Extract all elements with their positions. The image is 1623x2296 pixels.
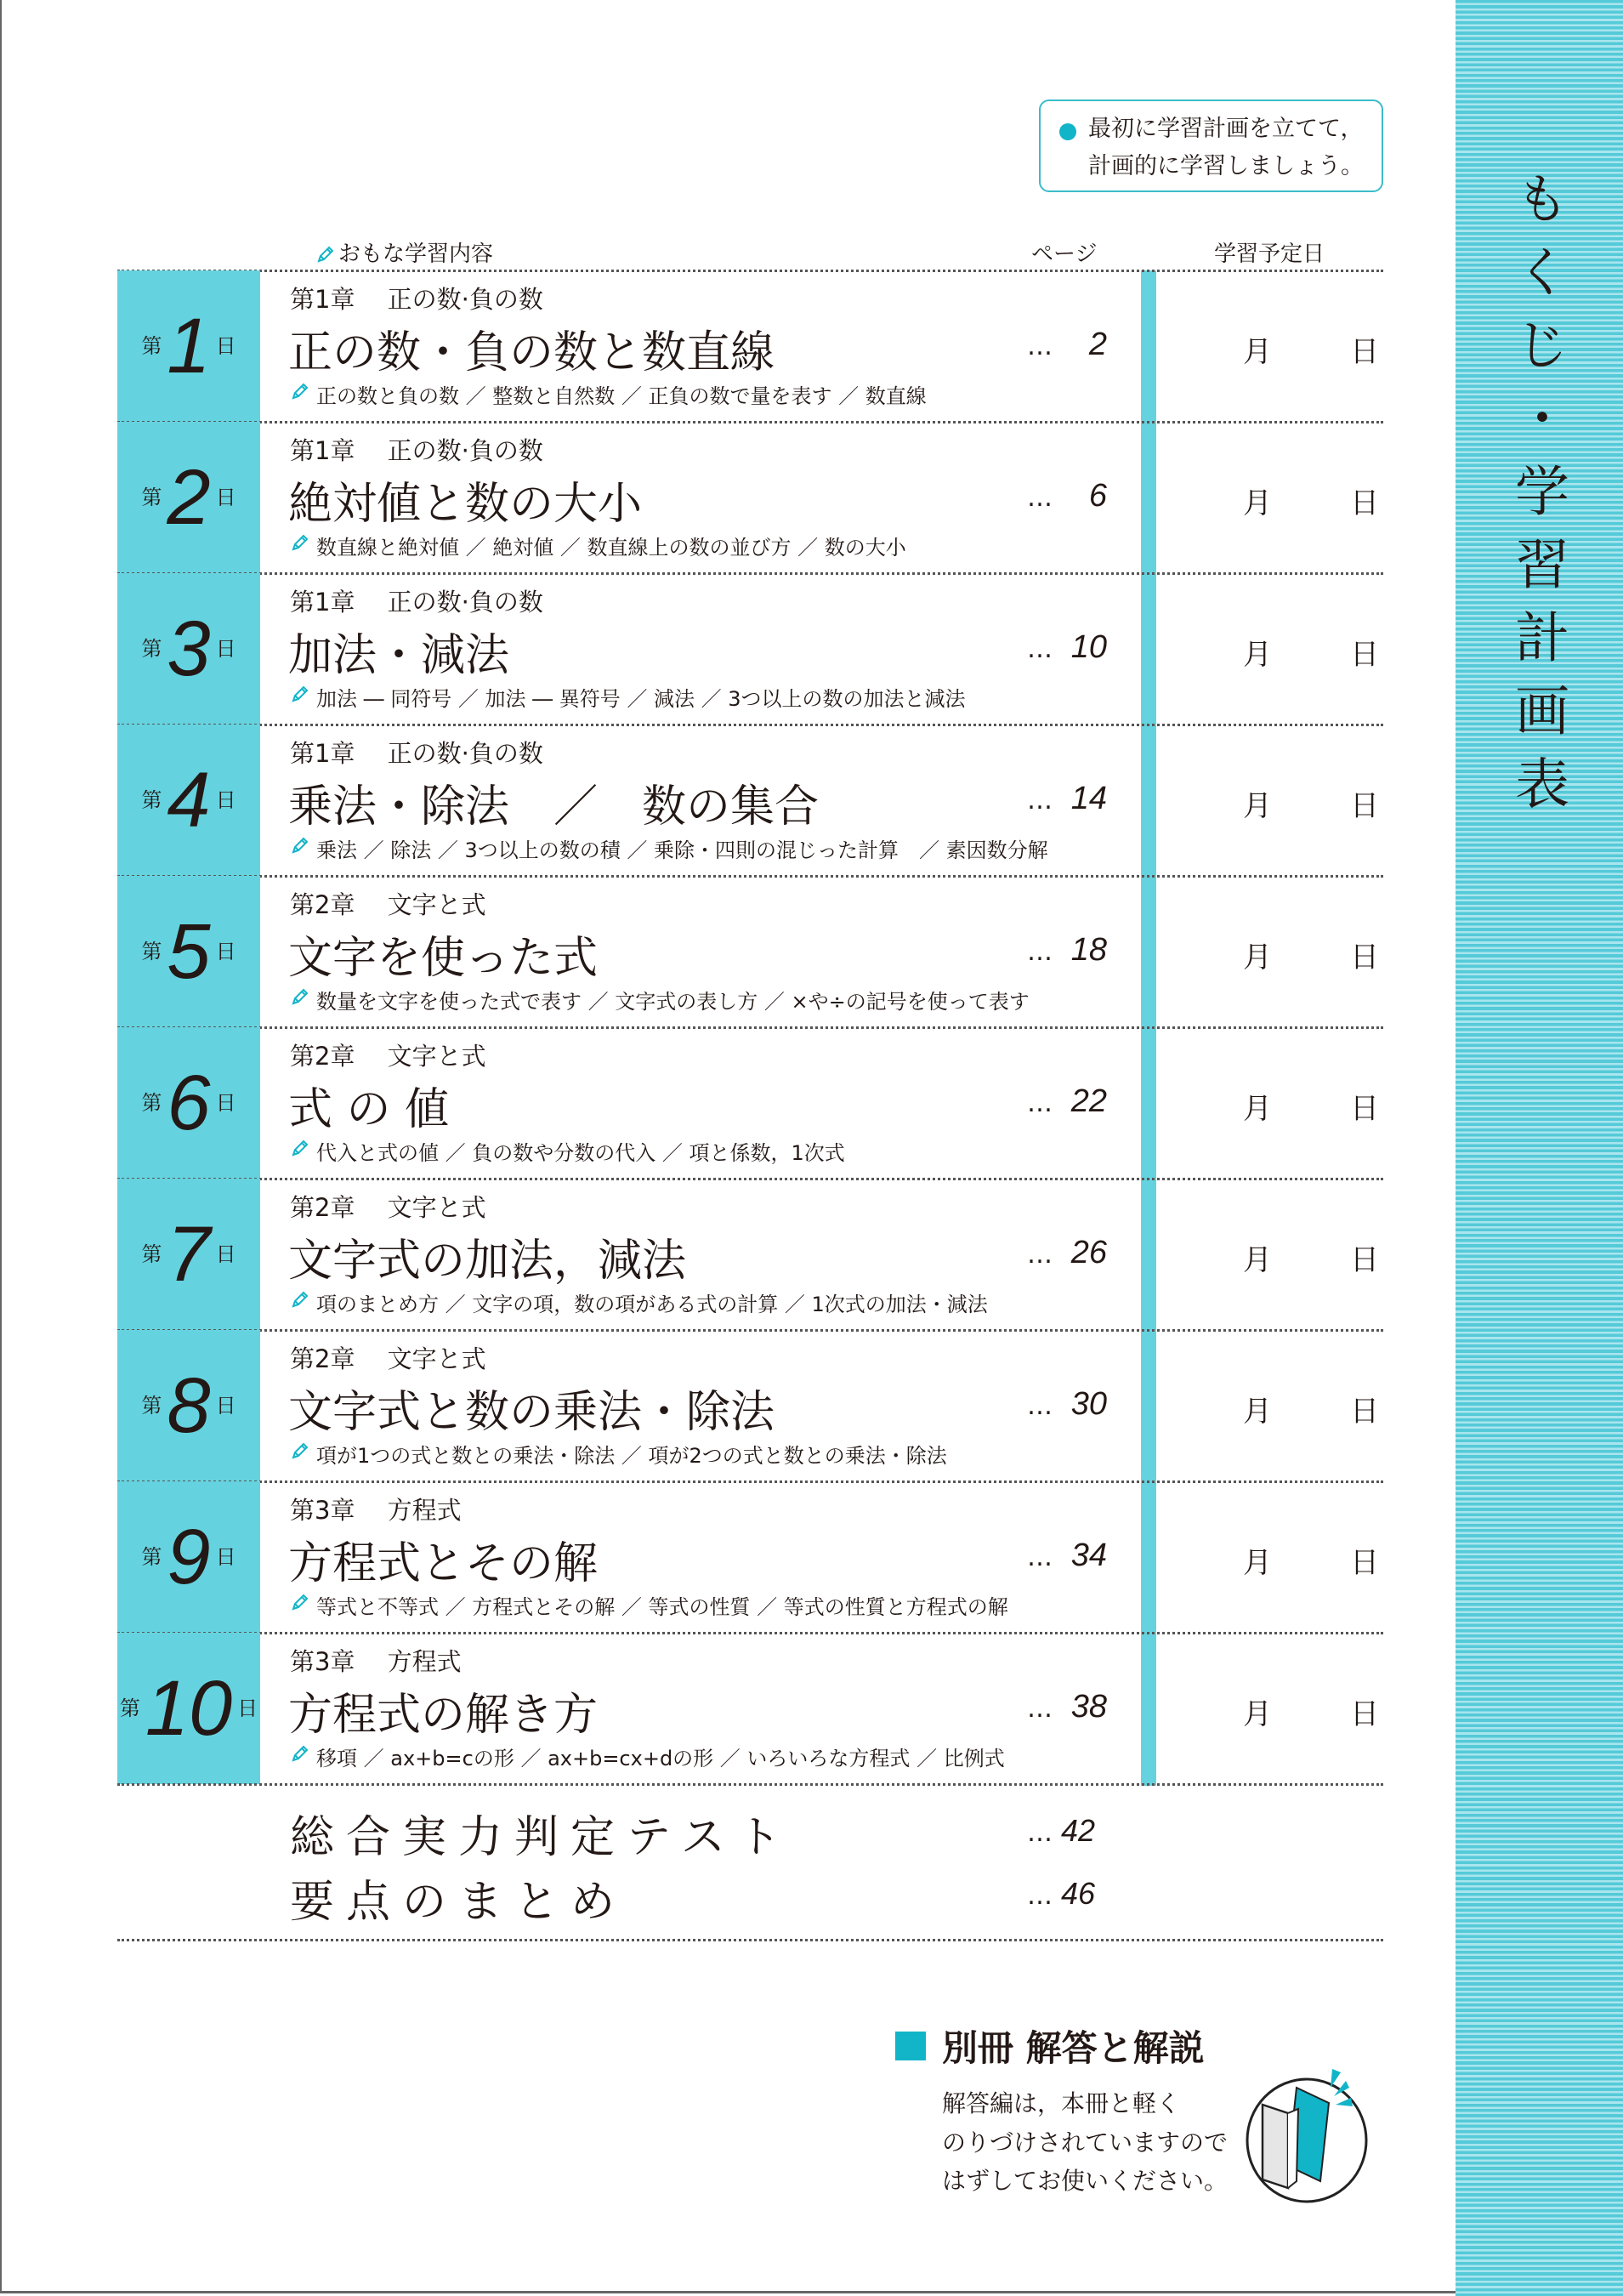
header-page: ページ (1031, 242, 1098, 267)
pencil-icon (291, 1139, 309, 1157)
day-number: 9 (167, 1514, 211, 1600)
day-suffix: 日 (215, 1242, 236, 1266)
lesson-row (0, 1481, 1445, 1633)
day-number: 10 (145, 1665, 233, 1752)
month-field[interactable]: 月 (1243, 335, 1272, 369)
lesson-title: 方程式とその解 (288, 1538, 599, 1589)
page-number: 30 (1070, 1386, 1107, 1422)
pencil-icon (316, 245, 335, 264)
extra-item-summary: 要点のまとめ (290, 1877, 627, 1928)
lesson-topics (316, 1439, 947, 1469)
topics-text: 代入と式の値 ／ 負の数や分数の代入 ／ 項と係数，1次式 (316, 1141, 845, 1165)
lesson-row (0, 725, 1445, 876)
chapter-label: 第1章 正の数·負の数 (290, 436, 543, 465)
chapter-label: 第1章 正の数·負の数 (290, 285, 543, 314)
ellipsis: … (1027, 1694, 1053, 1724)
answer-book-line-2: のりづけされていますので (942, 2128, 1229, 2157)
chapter-label: 第2章 文字と式 (290, 1344, 486, 1373)
topics-text: 項のまとめ方 ／ 文字の項，数の項がある式の計算 ／ 1次式の加法・減法 (316, 1293, 988, 1316)
date-field[interactable]: 日 (1350, 1546, 1379, 1580)
side-title: もくじ・学習計画表 (1506, 170, 1569, 828)
topics-text: 数直線と絶対値 ／ 絶対値 ／ 数直線上の数の並び方 ／ 数の大小 (316, 536, 906, 560)
topics-text: 数量を文字を使った式で表す ／ 文字式の表し方 ／ ×や÷の記号を使って表す (316, 990, 1030, 1014)
extra-page-test (1027, 1813, 1095, 1849)
ellipsis: … (1027, 1088, 1053, 1118)
date-field[interactable]: 日 (1350, 1395, 1379, 1429)
page-number: 2 (1088, 327, 1107, 362)
day-number: 2 (167, 454, 211, 541)
lesson-title: 正の数・負の数と数直線 (288, 327, 775, 378)
divider-dotted (117, 1939, 1383, 1941)
pencil-icon (291, 1593, 309, 1611)
lesson-row (0, 1179, 1445, 1330)
topics-text: 項が1つの式と数との乗法・除法 ／ 項が2つの式と数との乗法・除法 (316, 1444, 947, 1468)
chapter-label: 第1章 正の数·負の数 (290, 739, 543, 768)
lesson-topics (316, 1590, 1008, 1620)
ellipsis: … (1027, 332, 1053, 361)
lesson-topics (316, 1287, 988, 1317)
day-prefix: 第 (141, 1394, 162, 1418)
lesson-topics (316, 682, 966, 712)
lesson-title: 式 の 値 (288, 1084, 450, 1135)
ellipsis: … (1027, 1240, 1053, 1270)
pencil-icon (291, 685, 309, 703)
ellipsis: … (1027, 786, 1053, 816)
lesson-title: 加法・減法 (288, 630, 510, 681)
ellipsis: … (1027, 937, 1053, 967)
lesson-title: 乗法・除法 ／ 数の集合 (288, 781, 820, 833)
date-field[interactable]: 日 (1350, 638, 1379, 672)
topics-text: 乗法 ／ 除法 ／ 3つ以上の数の積 ／ 乗除・四則の混じった計算 ／ 素因数分解 (316, 838, 1048, 862)
date-field[interactable]: 日 (1350, 335, 1379, 369)
study-plan-note (1039, 99, 1383, 192)
date-field[interactable]: 日 (1350, 1697, 1379, 1731)
date-field[interactable]: 日 (1350, 1243, 1379, 1277)
pencil-icon (291, 836, 309, 855)
day-prefix: 第 (141, 334, 162, 358)
lesson-title: 文字式と数の乗法・除法 (288, 1387, 775, 1438)
page-number: 42 (1061, 1813, 1096, 1848)
day-suffix: 日 (215, 1091, 236, 1115)
ellipsis: … (1027, 1391, 1053, 1421)
day-suffix: 日 (237, 1696, 258, 1720)
ellipsis: … (1027, 483, 1053, 513)
topics-text: 加法 ― 同符号 ／ 加法 ― 異符号 ／ 減法 ／ 3つ以上の数の加法と減法 (316, 687, 966, 711)
day-prefix: 第 (141, 1242, 162, 1266)
page-number: 10 (1070, 629, 1107, 665)
month-field[interactable]: 月 (1243, 1395, 1272, 1429)
bullet-dot-icon (1059, 123, 1076, 140)
day-prefix: 第 (141, 940, 162, 963)
lesson-row (0, 1330, 1445, 1481)
header-content (316, 236, 493, 268)
lesson-row (0, 573, 1445, 725)
chapter-label: 第3章 方程式 (290, 1647, 462, 1676)
day-suffix: 日 (215, 1394, 236, 1418)
lesson-topics (316, 379, 927, 409)
date-field[interactable]: 日 (1350, 1092, 1379, 1126)
day-prefix: 第 (141, 486, 162, 509)
day-number: 1 (167, 303, 211, 389)
page-number: 22 (1070, 1083, 1107, 1119)
month-field[interactable]: 月 (1243, 941, 1272, 975)
lesson-topics (316, 833, 1048, 863)
day-prefix: 第 (119, 1696, 140, 1720)
day-suffix: 日 (215, 486, 236, 509)
lesson-row (0, 1027, 1445, 1179)
header-schedule: 学習予定日 (1214, 242, 1325, 267)
topics-text: 移項 ／ ax+b=cの形 ／ ax+b=cx+dの形 ／ いろいろな方程式 ／ 比例式 (316, 1747, 1005, 1770)
day-number: 4 (167, 757, 211, 844)
booklet-illustration-icon (1237, 2062, 1382, 2207)
month-field[interactable]: 月 (1243, 1243, 1272, 1277)
lesson-title: 方程式の解き方 (288, 1690, 599, 1741)
month-field[interactable]: 月 (1243, 789, 1272, 823)
day-prefix: 第 (141, 1545, 162, 1569)
ellipsis: … (1027, 634, 1053, 664)
header-content-label: おもな学習内容 (338, 242, 494, 267)
day-prefix: 第 (141, 788, 162, 812)
extra-item-test: 総合実力判定テスト (290, 1812, 793, 1863)
lesson-title: 文字式の加法，減法 (288, 1236, 687, 1287)
ellipsis: … (1027, 1818, 1053, 1848)
square-bullet-icon (895, 2032, 926, 2060)
lesson-row (0, 422, 1445, 573)
answer-book-line-1: 解答編は，本冊と軽く (942, 2089, 1181, 2117)
answer-book-title: 別冊 解答と解説 (942, 2027, 1205, 2069)
pencil-icon (291, 533, 309, 552)
pencil-icon (291, 382, 309, 401)
page-number: 38 (1070, 1689, 1107, 1725)
day-suffix: 日 (215, 334, 236, 358)
lesson-row (0, 1633, 1445, 1784)
lesson-topics (316, 1742, 1005, 1771)
note-line-1: 最初に学習計画を立てて， (1088, 116, 1364, 142)
divider-dotted (117, 1783, 1383, 1786)
topics-text: 等式と不等式 ／ 方程式とその解 ／ 等式の性質 ／ 等式の性質と方程式の解 (316, 1595, 1008, 1619)
chapter-label: 第2章 文字と式 (290, 1193, 486, 1222)
month-field[interactable]: 月 (1243, 486, 1272, 520)
note-line-2: 計画的に学習しましょう。 (1088, 153, 1364, 179)
month-field[interactable]: 月 (1243, 1697, 1272, 1731)
month-field[interactable]: 月 (1243, 638, 1272, 672)
answer-book-line-3: はずしてお使いください。 (942, 2167, 1229, 2195)
lesson-row (0, 270, 1445, 422)
chapter-label: 第2章 文字と式 (290, 1042, 486, 1071)
date-field[interactable]: 日 (1350, 486, 1379, 520)
page-number: 26 (1070, 1235, 1107, 1270)
date-field[interactable]: 日 (1350, 789, 1379, 823)
day-prefix: 第 (141, 637, 162, 661)
day-number: 3 (167, 605, 211, 692)
day-suffix: 日 (215, 788, 236, 812)
page-number: 34 (1070, 1537, 1107, 1573)
lesson-title: 文字を使った式 (288, 933, 599, 984)
chapter-label: 第3章 方程式 (290, 1496, 462, 1525)
date-field[interactable]: 日 (1350, 941, 1379, 975)
lesson-topics (316, 985, 1030, 1014)
month-field[interactable]: 月 (1243, 1092, 1272, 1126)
page-number: 18 (1070, 932, 1107, 968)
lesson-topics (316, 531, 906, 560)
page-number: 14 (1070, 781, 1107, 816)
pencil-icon (291, 987, 309, 1006)
topics-text: 正の数と負の数 ／ 整数と自然数 ／ 正負の数で量を表す ／ 数直線 (316, 384, 927, 408)
pencil-icon (291, 1441, 309, 1460)
chapter-label: 第2章 文字と式 (290, 890, 486, 919)
month-field[interactable]: 月 (1243, 1546, 1272, 1580)
lesson-topics (316, 1136, 845, 1166)
page-number: 46 (1061, 1876, 1096, 1911)
pencil-icon (291, 1290, 309, 1309)
page-number: 6 (1088, 478, 1107, 514)
ellipsis: … (1027, 1543, 1053, 1572)
day-number: 5 (167, 908, 211, 995)
day-number: 7 (167, 1211, 211, 1298)
day-suffix: 日 (215, 1545, 236, 1569)
day-number: 6 (167, 1060, 211, 1146)
extra-page-summary (1027, 1876, 1095, 1912)
pencil-icon (291, 1744, 309, 1763)
lesson-row (0, 876, 1445, 1027)
day-suffix: 日 (215, 637, 236, 661)
lesson-title: 絶対値と数の大小 (288, 479, 643, 530)
ellipsis: … (1027, 1881, 1053, 1911)
day-suffix: 日 (215, 940, 236, 963)
chapter-label: 第1章 正の数·負の数 (290, 588, 543, 617)
day-prefix: 第 (141, 1091, 162, 1115)
day-number: 8 (167, 1362, 211, 1449)
